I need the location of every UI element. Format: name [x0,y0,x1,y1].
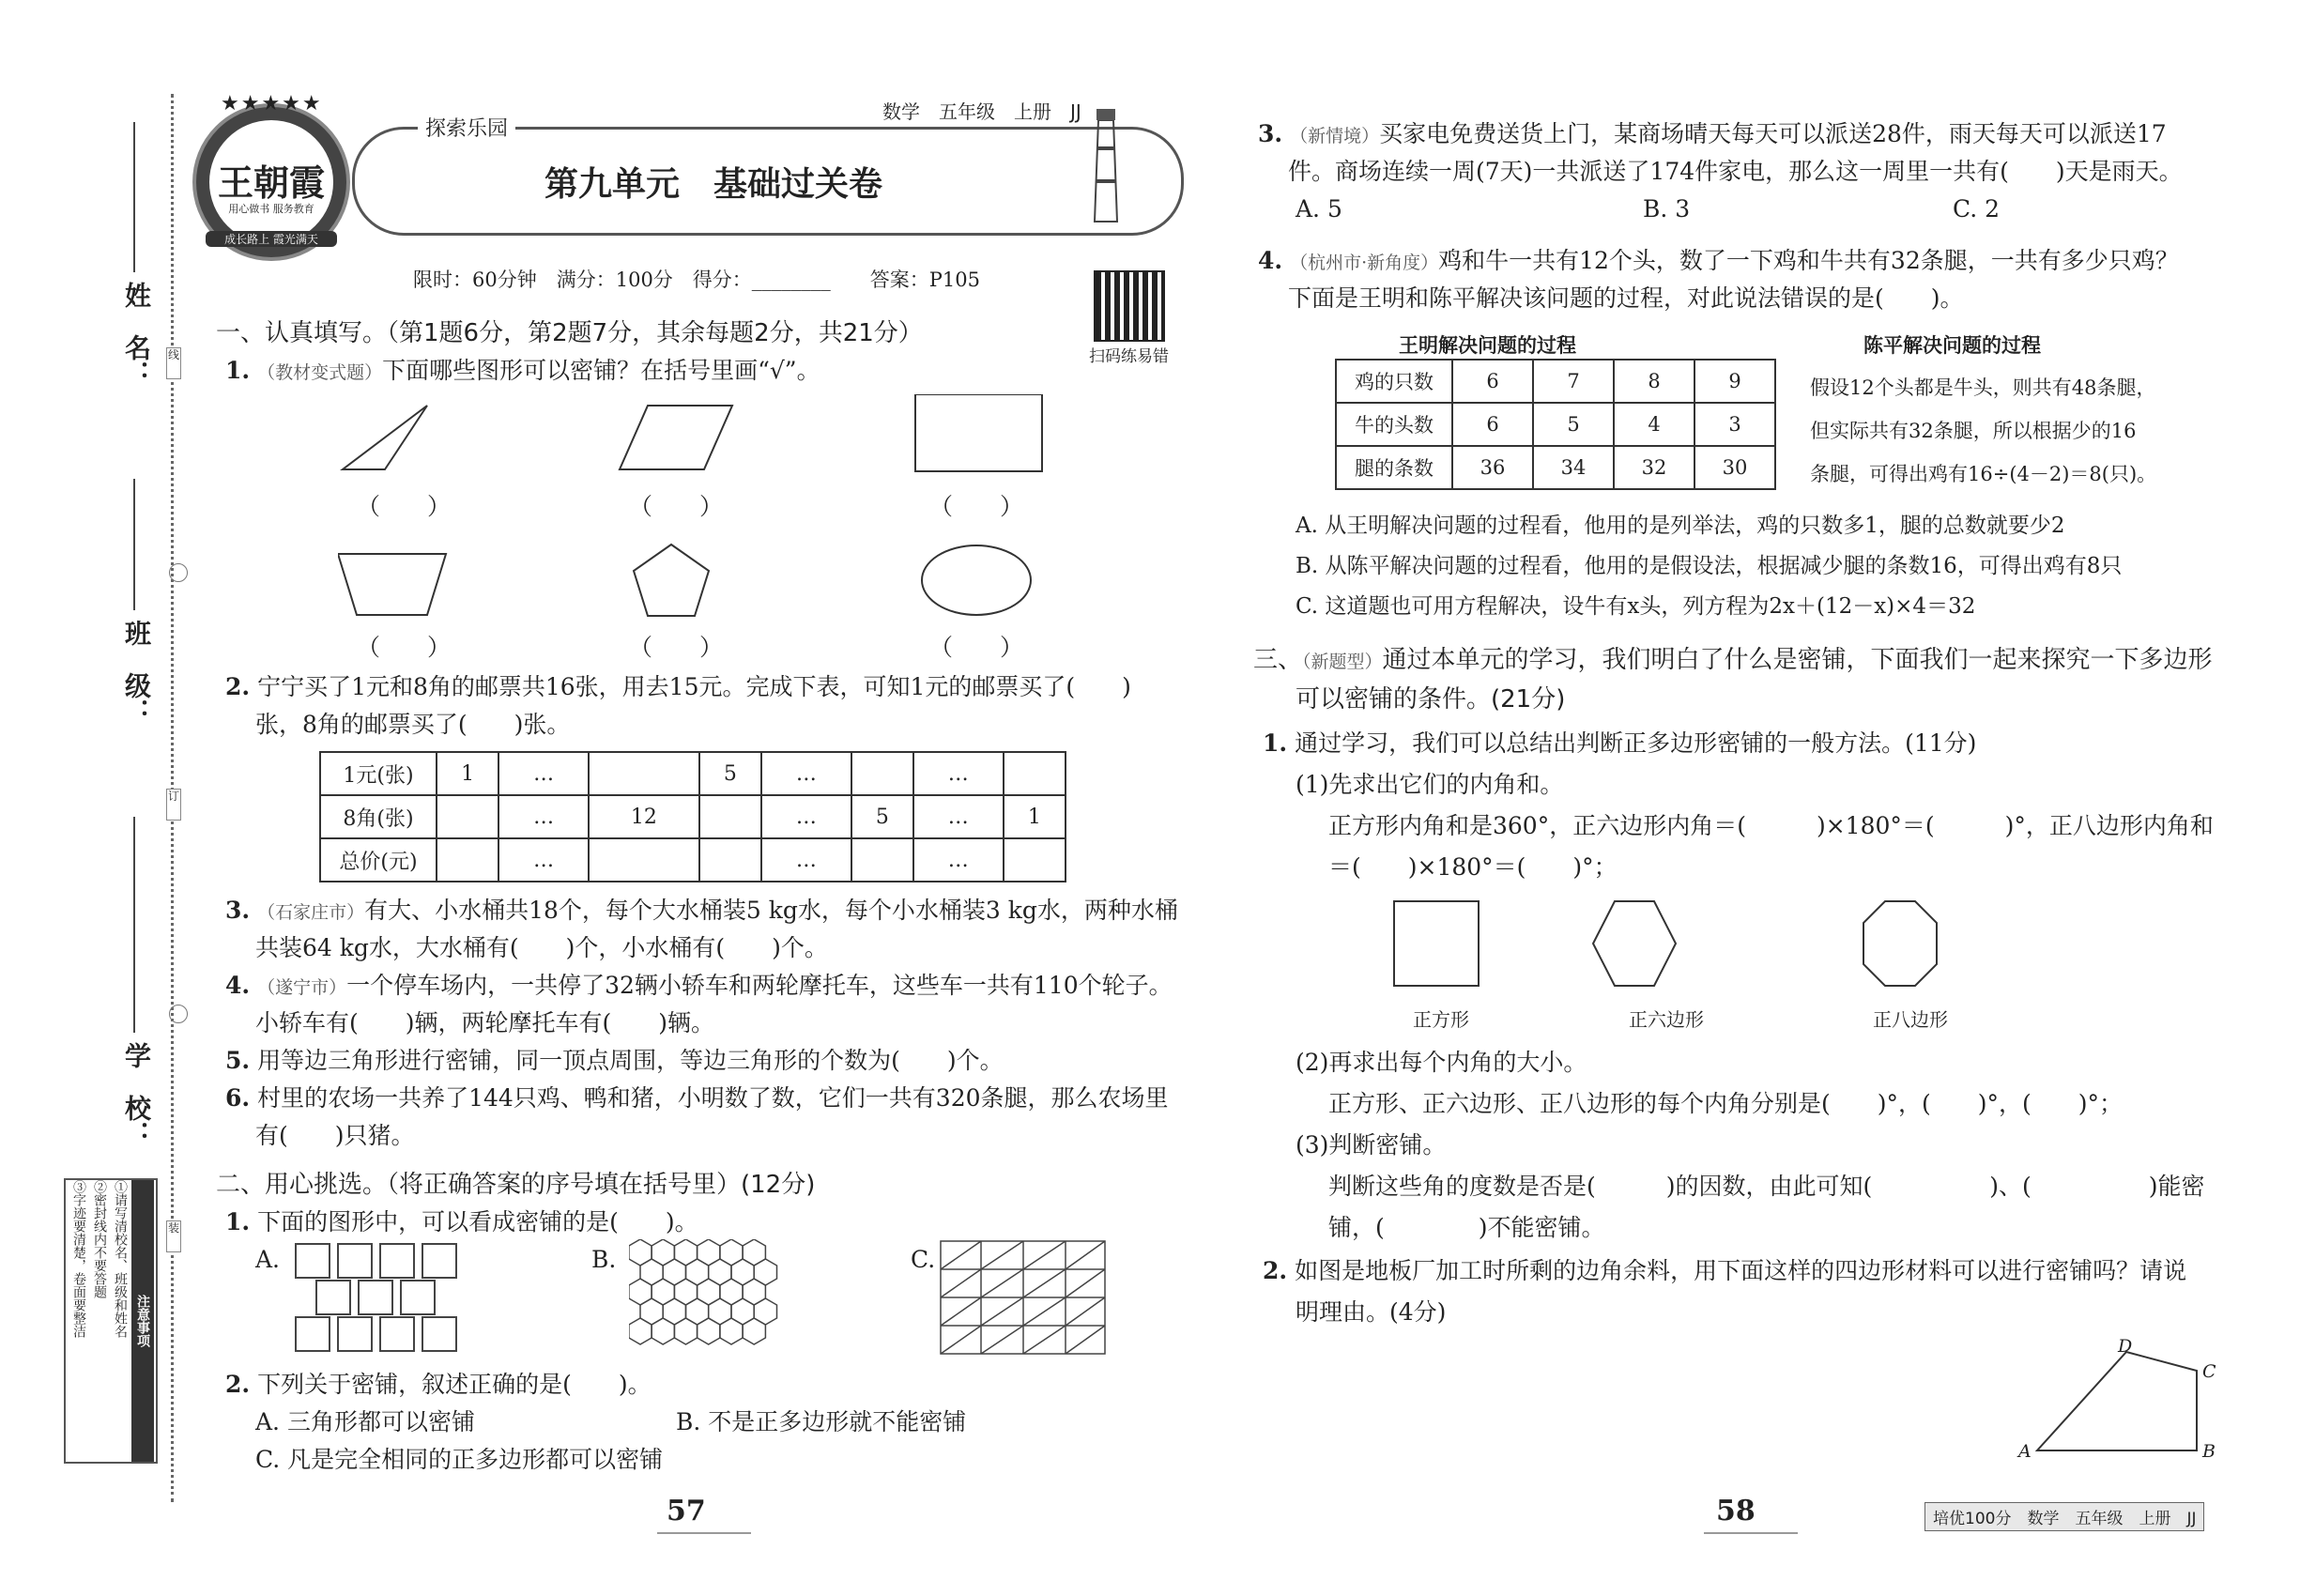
table-cell: 牛的头数 [1336,403,1452,446]
table-cell: … [761,752,851,795]
c1-option-b[interactable]: B. [591,1246,617,1273]
q6-line2: 有( )只猪。 [255,1122,415,1149]
binding-hole-icon [169,563,188,582]
trapezoid-shape [338,554,446,615]
notice-item: ①请写清校名、班级和姓名 [113,1180,128,1338]
page-title: 第九单元 基础过关卷 [544,165,883,204]
wang-table [1335,359,1776,490]
r3-line2: 件。商场连续一周(7天)一共派送了174件家电，那么这一周里一共有( )天是雨天。 [1288,158,2183,185]
tiling-a-figure [291,1239,460,1357]
t1-text: 通过学习，我们可以总结出判断正多边形密铺的一般方法。(11分) [1295,729,1977,757]
wang-title: 王明解决问题的过程 [1399,334,1576,357]
q6-text: 村里的农场一共养了144只鸡、鸭和猪，小明数了数，它们一共有320条腿，那么农场里 [257,1084,1169,1112]
chen-explanation [1810,366,2156,496]
chen-title: 陈平解决问题的过程 [1863,334,2041,357]
q2-number: 2. [225,673,251,700]
regular-polygons [1389,892,1990,995]
answer-paren[interactable]: （ ） [629,634,724,661]
c1-option-a[interactable]: A. [255,1246,281,1273]
chen-line: 假设12个头都是牛头，则共有48条腿， [1810,376,2156,399]
q4-text: 一个停车场内，一共停了32辆小轿车和两轮摩托车，这些车一共有110个轮子。 [346,972,1173,999]
table-cell [1004,752,1066,795]
hexagon-tile [629,1318,652,1344]
q1-tag: （教材变式题） [257,362,383,383]
answer-paren[interactable]: （ ） [929,493,1024,520]
q2-text: 宁宁买了1元和8角的邮票共16张，用去15元。完成下表，可知1元的邮票买了( ) [257,673,1131,700]
q3-tag: （石家庄市） [257,902,365,923]
section-tag: 探索乐园 [418,113,515,142]
brand-slogan: 用心做书 服务教育 [228,203,314,215]
tiling-c-figure [939,1239,1108,1357]
c2-number: 2. [225,1371,251,1398]
c2-option-a[interactable]: A. 三角形都可以密铺 [255,1408,475,1435]
table-cell: 6 [1452,403,1533,446]
q3-line2: 共装64 kg水，大水桶有( )个，小水桶有( )个。 [255,934,828,961]
t2-number: 2. [1263,1257,1288,1284]
table-cell: 5 [1533,403,1614,446]
page-number-ornament [1704,1532,1798,1534]
brand-name: 王朝霞 [217,161,325,204]
name-blank-line [133,122,135,272]
q2-line1 [225,668,1131,706]
c2-text: 下列关于密铺，叙述正确的是( )。 [257,1371,652,1398]
r3-option-c[interactable]: C. 2 [1953,195,2001,223]
table-cell: 9 [1694,360,1775,403]
table-cell: … [913,795,1004,838]
table-cell [699,838,761,882]
notice-title: 注意事项 [131,1180,154,1462]
section-1-title: 一、认真填写。（第1题6分，第2题7分，其余每题2分，共21分） [216,319,923,347]
table-cell: 5 [851,795,913,838]
r4-line2: 下面是王明和陈平解决该问题的过程，对此说法错误的是( )。 [1288,284,1964,312]
answer-paren[interactable]: （ ） [929,634,1024,661]
q2-line2: 张，8角的邮票买了( )张。 [255,711,571,738]
r3-line1 [1258,115,2167,155]
q3-text: 有大、小水桶共18个，每个大水桶装5 kg水，每个小水桶装3 kg水，两种水桶 [364,897,1178,924]
table-cell: 8角(张) [320,795,437,838]
page-number-58: 58 [1716,1495,1756,1527]
table-cell: 34 [1533,446,1614,489]
ellipse-shape [922,545,1031,615]
c2-line [225,1366,652,1404]
q5-text: 用等边三角形进行密铺，同一顶点周围，等边三角形的个数为( )个。 [257,1047,1004,1074]
table-cell: 4 [1614,403,1694,446]
table-cell [589,752,699,795]
hexagon-shape [1593,901,1676,986]
parallelogram-shape [620,406,732,469]
table-cell: 1元(张) [320,752,437,795]
c1-number: 1. [225,1208,251,1235]
binding-margin [0,0,188,1596]
square-label: 正方形 [1413,1008,1469,1031]
table-cell: 32 [1614,446,1694,489]
q1-text: 下面哪些图形可以密铺？在括号里画“√”。 [382,357,820,384]
q4-number: 4. [225,972,251,999]
q4-line1 [225,967,1173,1006]
answer-paren[interactable]: （ ） [357,634,452,661]
table-cell [851,752,913,795]
hexagon-label: 正六边形 [1629,1008,1704,1031]
cut-tag: 线 [166,347,181,379]
r4-option-b[interactable]: B. 从陈平解决问题的过程看，他用的是假设法，根据减少腿的条数16，可得出鸡有8只 [1296,554,2123,578]
vertex-label: D [2118,1336,2133,1357]
q2-table [319,751,1066,882]
chen-line: 但实际共有32条腿，所以根据少的16 [1810,420,2137,442]
q4-tag: （遂宁市） [257,977,347,998]
table-cell: … [761,838,851,882]
hexagon-tile [652,1318,674,1344]
r4-number: 4. [1258,247,1283,274]
rectangle-shape [915,394,1042,471]
r4-tag: （杭州市·新角度） [1290,253,1439,273]
table-cell: … [761,795,851,838]
table-cell: 1 [437,752,498,795]
vertex-label: C [2202,1361,2216,1382]
subject-line: 数学 五年级 上册 JJ [882,100,1081,123]
r4-option-c[interactable]: C. 这道题也可用方程解决，设牛有x头，列方程为2x＋(12－x)×4＝32 [1296,594,1976,619]
q1-line [225,352,820,391]
r4-line1 [1258,242,2179,282]
t2-line2: 明理由。(4分) [1296,1298,1447,1326]
vertex-label: B [2202,1441,2216,1462]
table-cell [589,838,699,882]
t1-part3-line1: 判断这些角的度数是否是( )的因数，由此可知( )、( )能密 [1328,1173,2205,1200]
table-cell: 6 [1452,360,1533,403]
binding-hole-icon [169,1005,188,1023]
exam-meta: 限时：60分钟 满分：100分 得分：________ 答案：P105 [413,269,981,291]
section-3-line1 [1253,641,2213,681]
page-number-ornament [657,1532,751,1534]
qr-caption: 扫码练易错 [1089,347,1169,366]
q1-number: 1. [225,357,251,384]
c1-text: 下面的图形中，可以看成密铺的是( )。 [257,1208,698,1235]
t1-part2: (2)再求出每个内角的大小。 [1296,1049,1587,1076]
tiling-b-figure [629,1239,798,1357]
table-cell: … [498,795,589,838]
q5-number: 5. [225,1047,251,1074]
class-blank-line [133,479,135,610]
page-number-57: 57 [667,1495,706,1527]
pentagon-shape [634,545,709,616]
school-label: 学 校： [121,1042,152,1147]
r3-text: 买家电免费送货上门，某商场晴天每天可以派送28件，雨天每天可以派送17 [1379,120,2167,147]
chen-line: 条腿，可得出鸡有16÷(4－2)＝8(只)。 [1810,463,2157,485]
c1-line [225,1204,698,1241]
table-cell: 36 [1452,446,1533,489]
notice-item: ③字迹要清楚，卷面要整洁 [71,1180,86,1338]
table-cell: … [913,838,1004,882]
qr-code-icon[interactable] [1094,270,1165,342]
t1-number: 1. [1263,729,1288,757]
notice-item: ②密封线内不要答题 [92,1180,107,1298]
q3-line1 [225,892,1178,931]
notice-box [64,1178,158,1464]
table-cell [851,838,913,882]
t2-text: 如图是地板厂加工时所剩的边角余料，用下面这样的四边形材料可以进行密铺吗？请说 [1295,1257,2187,1284]
answer-paren[interactable]: （ ） [357,493,452,520]
hexagon-tile [743,1318,765,1344]
r3-option-a[interactable]: A. 5 [1296,195,1342,223]
class-label: 班 级： [121,620,152,725]
brand-logo [192,103,350,261]
section-3-line2: 可以密铺的条件。(21分) [1296,685,1566,714]
section-3-number: 三、 [1253,646,1303,674]
octagon-label: 正八边形 [1873,1008,1948,1031]
table-cell: … [498,752,589,795]
lighthouse-icon [1089,101,1123,223]
table-cell: 鸡的只数 [1336,360,1452,403]
star-row-icon: ★★★★★ [221,92,323,115]
table-cell: 12 [589,795,699,838]
q3-number: 3. [225,897,251,924]
table-cell: 腿的条数 [1336,446,1452,489]
hexagon-tile [674,1318,697,1344]
section-2-title: 二、用心挑选。（将正确答案的序号填在括号里）(12分) [216,1171,816,1199]
school-blank-line [133,817,135,1033]
c2-option-b[interactable]: B. 不是正多边形就不能密铺 [676,1408,967,1435]
table-cell: … [913,752,1004,795]
table-cell [437,795,498,838]
q6-number: 6. [225,1084,251,1112]
section-3-tag: （新题型） [1302,652,1383,672]
cut-tag: 订 [166,789,181,821]
t1-line [1263,725,1976,762]
name-label: 姓 名： [121,282,152,387]
q4-line2: 小轿车有( )辆，两轮摩托车有( )辆。 [255,1009,715,1036]
vertex-label: A [2018,1441,2032,1462]
quadrilateral-figure [2009,1333,2216,1474]
hexagon-tile [720,1318,743,1344]
table-cell: 总价(元) [320,838,437,882]
table-cell [1004,838,1066,882]
t1-part2-line1: 正方形、正六边形、正八边形的每个内角分别是( )°，( )°，( )°； [1328,1090,2124,1117]
t1-part3: (3)判断密铺。 [1296,1131,1447,1159]
r4-text: 鸡和牛一共有12个头，数了一下鸡和牛共有32条腿，一共有多少只鸡？ [1438,247,2179,274]
r3-tag: （新情境） [1290,126,1380,146]
table-cell: 3 [1694,403,1775,446]
t1-part1-line2: ＝( )×180°＝( )°； [1328,853,1618,881]
q5-line [225,1042,1004,1080]
octagon-shape [1863,901,1937,986]
hexagon-tile [698,1318,720,1344]
table-cell: 1 [1004,795,1066,838]
brand-ribbon: 成长路上 霞光满天 [206,231,337,247]
c2-option-c[interactable]: C. 凡是完全相同的正多边形都可以密铺 [255,1446,664,1473]
square-shape [1394,901,1479,986]
c1-option-c[interactable]: C. [911,1246,936,1273]
q6-line1 [225,1080,1169,1117]
cut-tag: 装 [166,1220,181,1252]
t1-part1: (1)先求出它们的内角和。 [1296,771,1564,798]
table-cell: 8 [1614,360,1694,403]
section-3-text: 通过本单元的学习，我们明白了什么是密铺，下面我们一起来探究一下多边形 [1382,646,2213,674]
table-cell: … [498,838,589,882]
r3-option-b[interactable]: B. 3 [1643,195,1691,223]
answer-paren[interactable]: （ ） [629,493,724,520]
r4-option-a[interactable]: A. 从王明解决问题的过程看，他用的是列举法，鸡的只数多1，腿的总数就要少2 [1296,514,2065,538]
table-cell: 7 [1533,360,1614,403]
t2-line1 [1263,1252,2186,1290]
triangle-shape [343,406,427,469]
r3-number: 3. [1258,120,1283,147]
t1-part3-line2: 铺，( )不能密铺。 [1328,1214,1605,1241]
t1-part1-line1: 正方形内角和是360°，正六边形内角＝( )×180°＝( )°，正八边形内角和 [1328,812,2214,839]
table-cell [437,838,498,882]
table-cell: 30 [1694,446,1775,489]
footer-badge: 培优100分 数学 五年级 上册 JJ [1924,1502,2204,1531]
table-cell: 5 [699,752,761,795]
table-cell [699,795,761,838]
